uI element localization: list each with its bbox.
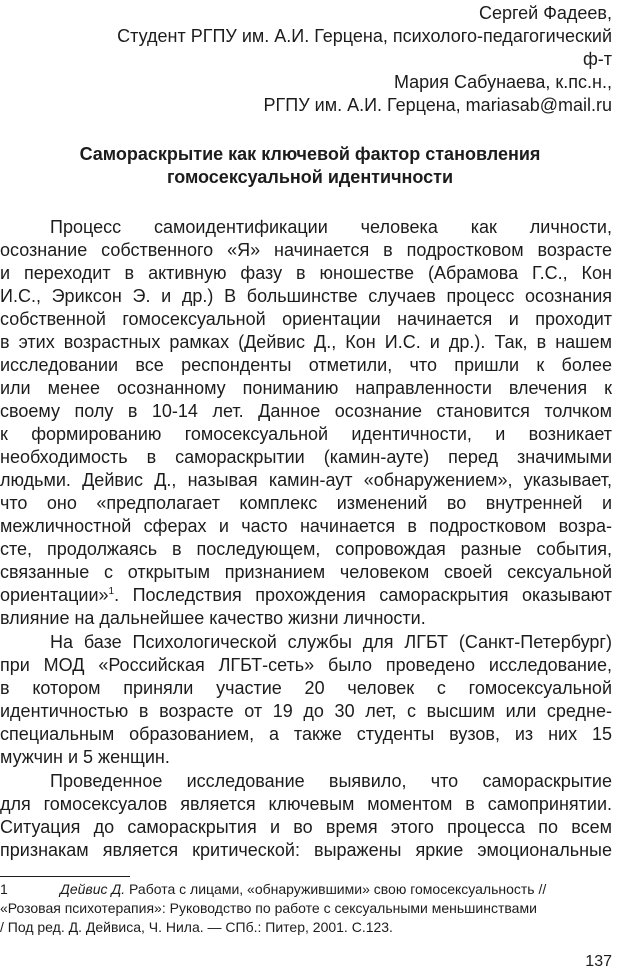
paragraph-line: межличностной сферах и часто начинается в подростковом возра-	[0, 516, 612, 536]
paragraph-line: что оно «предполагает комплекс изменений во внутренней и	[0, 493, 612, 513]
paragraph-line: На базе Психологической службы для ЛГБТ (Санкт-Петербург)	[50, 632, 612, 652]
paragraph-text: . Последствия прохождения самораскрытия оказывают	[114, 585, 612, 605]
footnote-line: «Розовая психотерапия»: Руководство по работе с сексуальными меньшинствами	[0, 900, 537, 916]
author2-name: Мария Сабунаева, к.пс.н.,	[393, 72, 612, 92]
article-title-line1: Самораскрытие как ключевой фактор становления	[79, 144, 541, 164]
paragraph-line: и переходит в активную фазу в юношестве (Абрамова Г.С., Кон	[0, 263, 612, 283]
paragraph-line: в котором приняли участие 20 человек с гомосексуальной	[0, 678, 612, 698]
paragraph-line: признакам является критической: выражены яркие эмоциональные	[0, 840, 612, 860]
article-title-line2: гомосексуальной идентичности	[166, 167, 454, 187]
author1-affiliation-line1: Студент РГПУ им. А.И. Герцена, психолого-педагогический	[117, 26, 612, 46]
page-number: 137	[585, 953, 612, 970]
paragraph-line: своему полу в 10-14 лет. Данное осознание становится толчком	[0, 401, 612, 421]
footnote-divider	[0, 876, 130, 877]
footnote-reference: 1	[108, 586, 115, 597]
paragraph-line: людьми. Дейвис Д., называя камин-аут «обнаружением», указывает,	[0, 470, 612, 490]
paragraph-line: к формированию гомосексуальной идентичности, и возникает	[0, 424, 612, 444]
author2-affiliation: РГПУ им. А.И. Герцена, mariasab@mail.ru	[263, 95, 612, 115]
paragraph-line: влияние на дальнейшее качество жизни личности.	[0, 608, 426, 628]
footnote-text: Работа с лицами, «обнаружившими» свою гомосексуальность //	[125, 881, 547, 897]
footnote-author: Дейвис Д.	[60, 881, 126, 897]
paragraph-line: при МОД «Российская ЛГБТ-сеть» было проведено исследование,	[0, 655, 612, 675]
paragraph-line: связанные с открытым признанием человеком своей сексуальной	[0, 562, 612, 582]
footnote-line: / Под ред. Д. Дейвиса, Ч. Нила. — СПб.: Питер, 2001. С.123.	[0, 919, 393, 935]
paragraph-line: необходимость в самораскрытии (камин-ауте) перед значимыми	[0, 447, 612, 467]
paragraph-line: Ситуация до самораскрытия и во время этого процесса по всем	[0, 817, 612, 837]
paragraph-line: И.С., Эриксон Э. и др.) В большинстве случаев процесс осознания	[0, 286, 612, 306]
paragraph-line: для гомосексуалов является ключевым моментом в самопринятии.	[0, 794, 612, 814]
footnote-number: 1	[0, 881, 8, 897]
paragraph-line: Проведенное исследование выявило, что самораскрытие	[50, 771, 612, 791]
paragraph-line: мужчин и 5 женщин.	[0, 747, 170, 767]
paragraph-line: исследовании все респонденты отметили, что пришли к более	[0, 355, 612, 375]
author1-affiliation-line2: ф-т	[582, 49, 612, 69]
paragraph-text: ориентации»	[0, 585, 109, 605]
paragraph-line: специальным образованием, а также студенты вузов, из них 15	[0, 724, 612, 744]
paragraph-line: Процесс самоидентификации человека как личности,	[50, 217, 612, 237]
paragraph-line: идентичностью в возрасте от 19 до 30 лет, с высшим или средне-	[0, 701, 612, 721]
paragraph-line	[0, 584, 612, 607]
author1-name: Сергей Фадеев,	[478, 3, 612, 23]
paragraph-line: осознание собственного «Я» начинается в подростковом возрасте	[0, 240, 612, 260]
paragraph-line: в этих возрастных рамках (Дейвис Д., Кон И.С. и др.). Так, в нашем	[0, 332, 612, 352]
paragraph-line: или менее осознанному пониманию направленности влечения к	[0, 378, 612, 398]
footnote-line	[0, 880, 612, 899]
paragraph-line: собственной гомосексуальной ориентации начинается и проходит	[0, 309, 612, 329]
paragraph-line: сте, продолжаясь в последующем, сопровождая разные события,	[0, 539, 612, 559]
